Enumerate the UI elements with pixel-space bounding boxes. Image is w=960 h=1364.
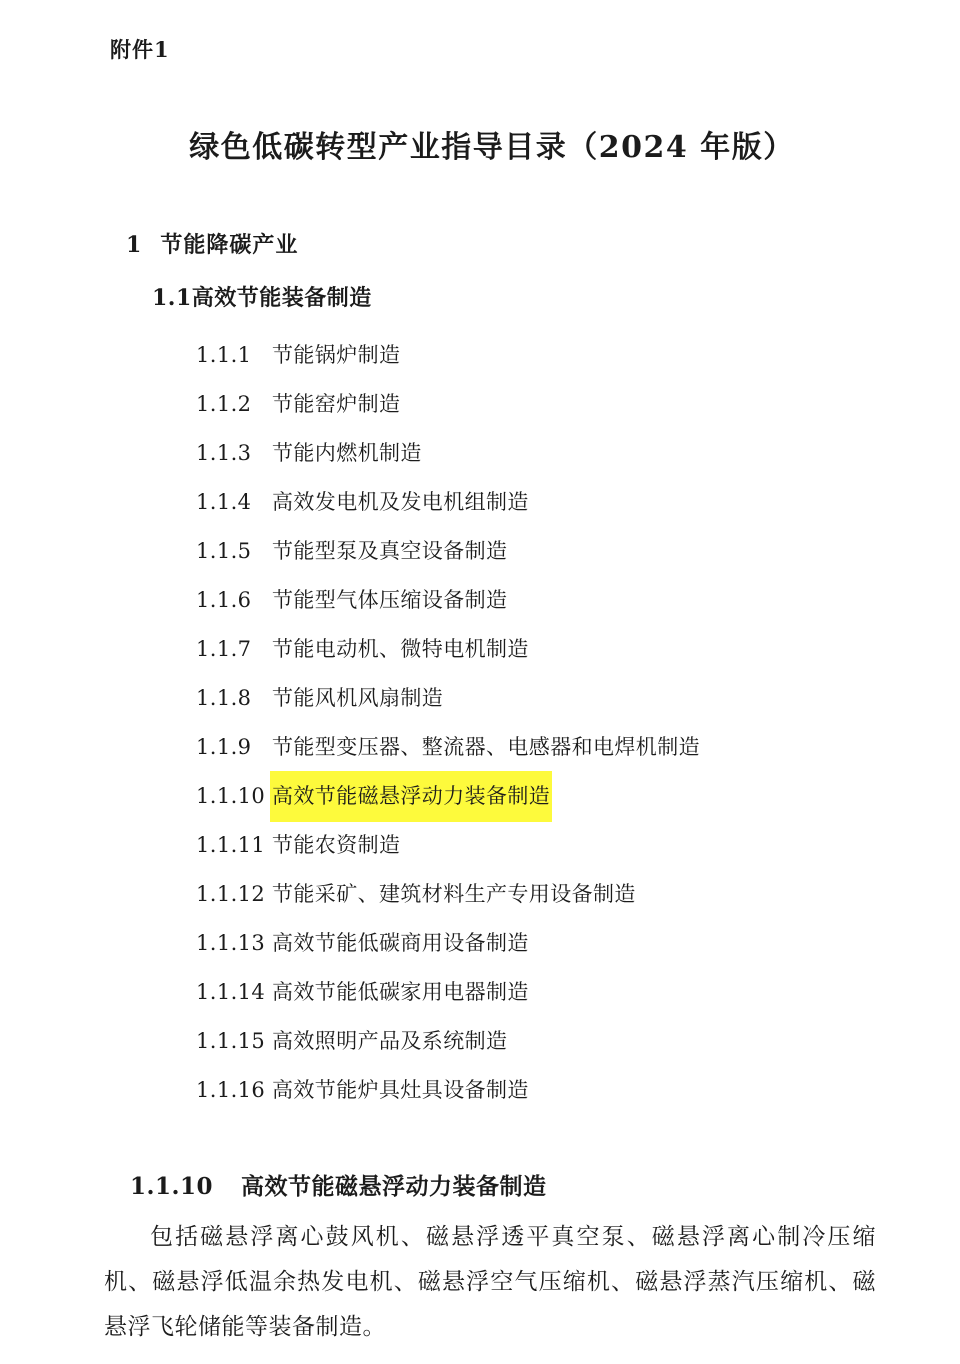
item-title: 节能农资制造 (272, 833, 401, 857)
detail-title: 高效节能磁悬浮动力装备制造 (241, 1173, 547, 1200)
item-title: 高效节能炉具灶具设备制造 (272, 1078, 529, 1102)
list-item (196, 1016, 890, 1065)
item-number: 1.1.5 (196, 539, 252, 563)
list-item (196, 869, 890, 918)
section-heading-level-2 (152, 281, 890, 312)
detail-heading (130, 1168, 890, 1201)
attachment-label: 附件1 (110, 37, 170, 62)
detail-number: 1.1.10 (130, 1173, 214, 1200)
list-item (196, 428, 890, 477)
item-number: 1.1.16 (196, 1078, 266, 1102)
section-number: 1 (126, 232, 143, 258)
list-item (196, 477, 890, 526)
item-number: 1.1.6 (196, 588, 252, 612)
list-item (196, 918, 890, 967)
list-item (196, 1065, 890, 1114)
item-number: 1.1.14 (196, 980, 266, 1004)
item-number: 1.1.11 (196, 833, 266, 857)
list-item (196, 673, 890, 722)
item-title: 节能型气体压缩设备制造 (272, 588, 508, 612)
item-title: 高效照明产品及系统制造 (272, 1029, 508, 1053)
item-number: 1.1.7 (196, 637, 252, 661)
item-title: 节能型泵及真空设备制造 (272, 539, 508, 563)
catalog-item-list (104, 330, 890, 1114)
list-item (196, 624, 890, 673)
section-title: 节能降碳产业 (160, 232, 299, 258)
item-title: 节能窑炉制造 (272, 392, 401, 416)
item-number: 1.1.12 (196, 882, 266, 906)
detail-block (104, 1168, 890, 1350)
list-item (196, 330, 890, 379)
section-block (104, 228, 890, 1114)
item-number: 1.1.1 (196, 343, 252, 367)
item-number: 1.1.3 (196, 441, 252, 465)
list-item (196, 575, 890, 624)
item-number: 1.1.15 (196, 1029, 266, 1053)
detail-paragraph: 包括磁悬浮离心鼓风机、磁悬浮透平真空泵、磁悬浮离心制冷压缩机、磁悬浮低温余热发电机、磁悬浮空气压缩机、磁悬浮蒸汽压缩机、磁悬浮飞轮储能等装备制造。 (104, 1224, 876, 1340)
list-item (196, 526, 890, 575)
item-title: 节能采矿、建筑材料生产专用设备制造 (272, 882, 636, 906)
item-number: 1.1.9 (196, 735, 252, 759)
list-item (196, 820, 890, 869)
subsection-number: 1.1 (152, 285, 192, 311)
item-title: 高效节能低碳商用设备制造 (272, 931, 529, 955)
item-title: 节能风机风扇制造 (272, 686, 444, 710)
item-title: 高效发电机及发电机组制造 (272, 490, 529, 514)
subsection-title: 高效节能装备制造 (191, 285, 372, 311)
section-heading-level-1 (126, 228, 890, 259)
item-number: 1.1.10 (196, 784, 266, 808)
list-item-highlighted (196, 771, 890, 820)
page-title: 绿色低碳转型产业指导目录（2024 年版） (189, 130, 795, 165)
item-number: 1.1.13 (196, 931, 266, 955)
list-item (196, 379, 890, 428)
item-title: 高效节能低碳家用电器制造 (272, 980, 529, 1004)
list-item (196, 967, 890, 1016)
item-title: 节能内燃机制造 (272, 441, 422, 465)
item-title: 高效节能磁悬浮动力装备制造 (270, 771, 552, 822)
item-number: 1.1.4 (196, 490, 252, 514)
item-number: 1.1.2 (196, 392, 252, 416)
item-number: 1.1.8 (196, 686, 252, 710)
list-item (196, 722, 890, 771)
item-title: 节能型变压器、整流器、电感器和电焊机制造 (272, 735, 700, 759)
item-title: 节能锅炉制造 (272, 343, 401, 367)
item-title: 节能电动机、微特电机制造 (272, 637, 529, 661)
